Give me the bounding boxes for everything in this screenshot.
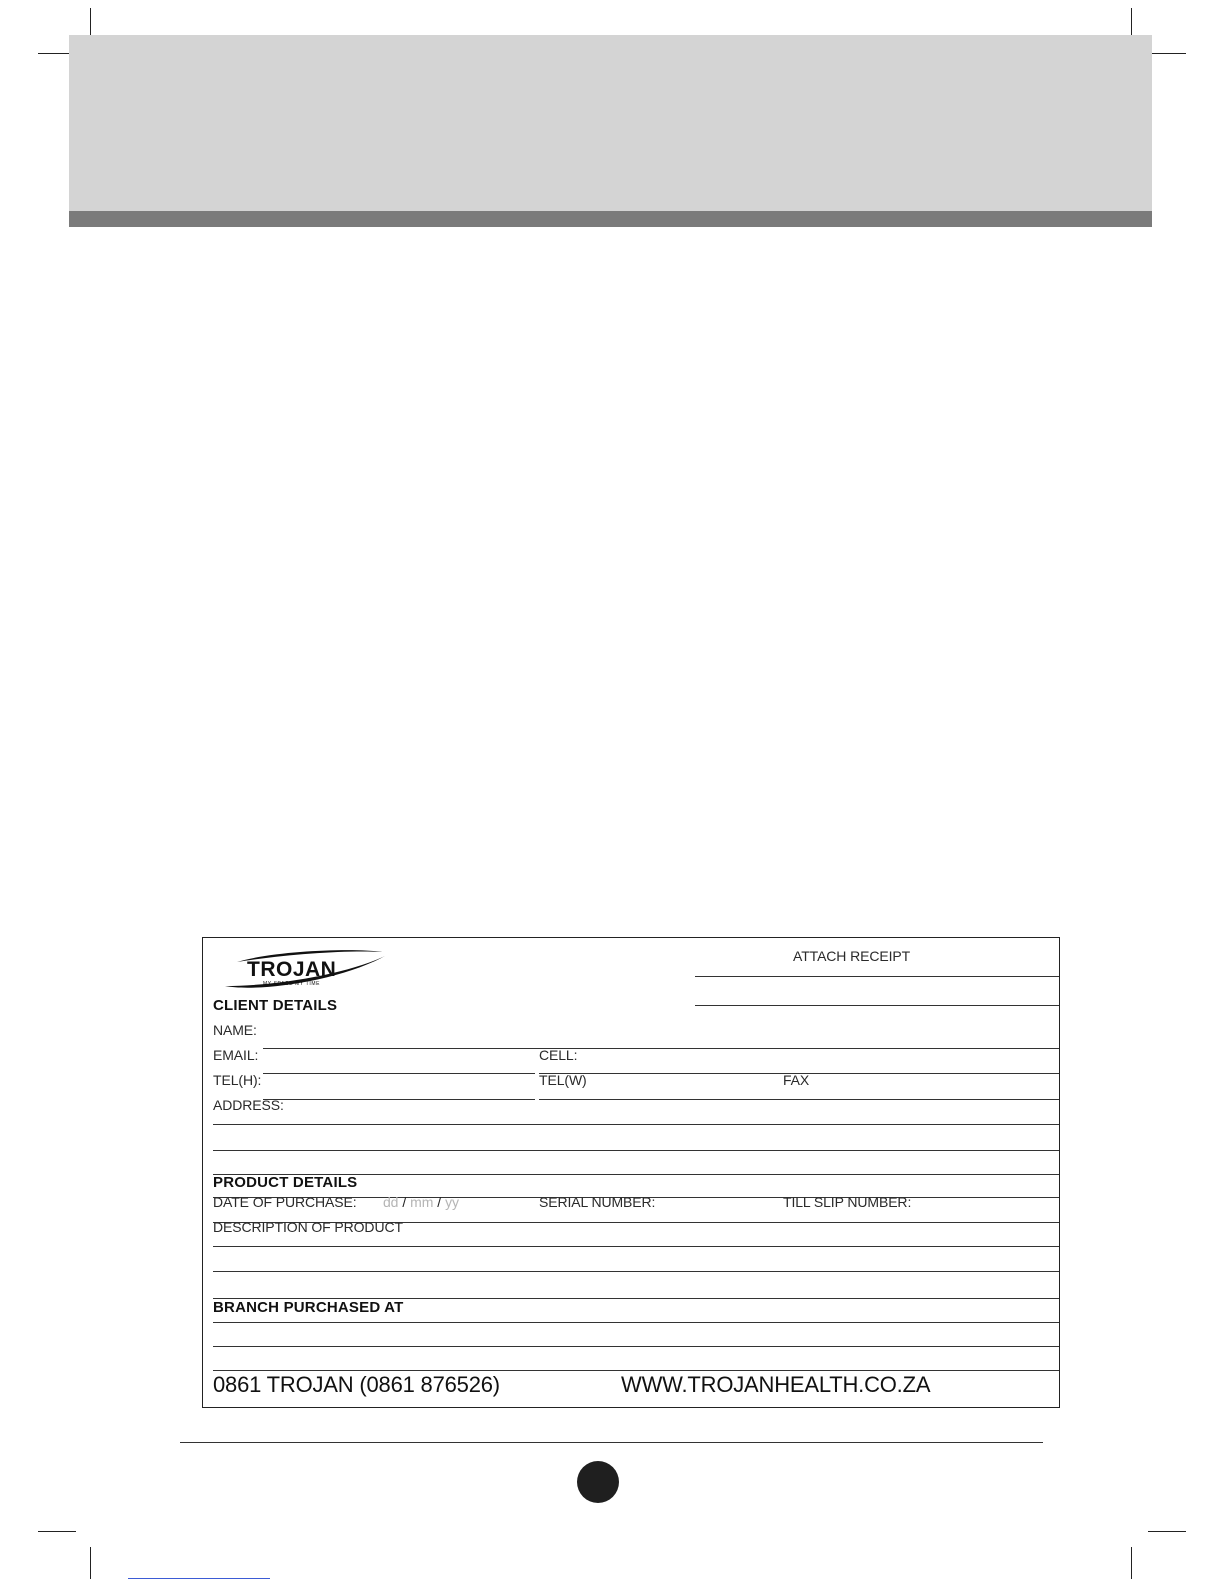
email-field[interactable] <box>263 1073 535 1074</box>
footer-rule <box>180 1442 1043 1443</box>
address-field[interactable] <box>213 1150 1059 1151</box>
till-slip-number-label: TILL SLIP NUMBER: <box>783 1194 912 1210</box>
serial-number-label: SERIAL NUMBER: <box>539 1194 656 1210</box>
crop-mark <box>1148 1531 1186 1532</box>
logo-wordmark: TROJAN <box>247 958 337 981</box>
receipt-line <box>695 1005 1059 1006</box>
date-of-purchase-field[interactable] <box>383 1194 459 1210</box>
email-label: EMAIL: <box>213 1047 259 1063</box>
warranty-card <box>202 937 1060 1408</box>
name-label: NAME: <box>213 1022 257 1038</box>
website-link[interactable]: WWW.TROJANHEALTH.CO.ZA <box>621 1372 931 1397</box>
product-details-heading: PRODUCT DETAILS <box>213 1174 358 1191</box>
bottom-link-underline <box>128 1578 270 1579</box>
date-of-purchase-label: DATE OF PURCHASE: <box>213 1194 357 1210</box>
crop-mark <box>1131 1547 1132 1579</box>
crop-mark <box>90 1547 91 1579</box>
address-field[interactable] <box>213 1124 1059 1125</box>
date-yy-placeholder: yy <box>445 1194 459 1210</box>
branch-field[interactable] <box>213 1322 1059 1323</box>
address-label: ADDRESS: <box>213 1097 284 1113</box>
logo-tagline: MY SPACE MY TIME <box>263 981 321 987</box>
branch-field[interactable] <box>213 1346 1059 1347</box>
client-details-heading: CLIENT DETAILS <box>213 997 338 1014</box>
phone-number: 0861 TROJAN (0861 876526) <box>213 1372 500 1397</box>
description-field[interactable] <box>213 1246 1059 1247</box>
trojan-logo <box>217 946 387 996</box>
crop-mark <box>1148 53 1186 54</box>
date-separator: / <box>437 1194 442 1210</box>
description-field[interactable] <box>213 1271 1059 1272</box>
date-mm-placeholder: mm <box>410 1194 434 1210</box>
date-dd-placeholder: dd <box>383 1194 399 1210</box>
page-number-dot <box>577 1461 619 1503</box>
receipt-line <box>695 976 1059 977</box>
header-band <box>69 35 1152 211</box>
attach-receipt-label: ATTACH RECEIPT <box>793 948 911 964</box>
fax-label: FAX <box>783 1072 810 1088</box>
branch-field[interactable] <box>213 1370 1059 1371</box>
date-separator: / <box>402 1194 407 1210</box>
crop-mark <box>38 1531 76 1532</box>
header-bar <box>69 211 1152 227</box>
name-field[interactable] <box>263 1048 1059 1049</box>
tel-w-field[interactable] <box>539 1099 1059 1100</box>
tel-h-label: TEL(H): <box>213 1072 262 1088</box>
branch-purchased-heading: BRANCH PURCHASED AT <box>213 1299 404 1316</box>
cell-label: CELL: <box>539 1047 578 1063</box>
tel-w-label: TEL(W) <box>539 1072 587 1088</box>
tel-h-field[interactable] <box>263 1099 535 1100</box>
description-label: DESCRIPTION OF PRODUCT <box>213 1219 403 1235</box>
